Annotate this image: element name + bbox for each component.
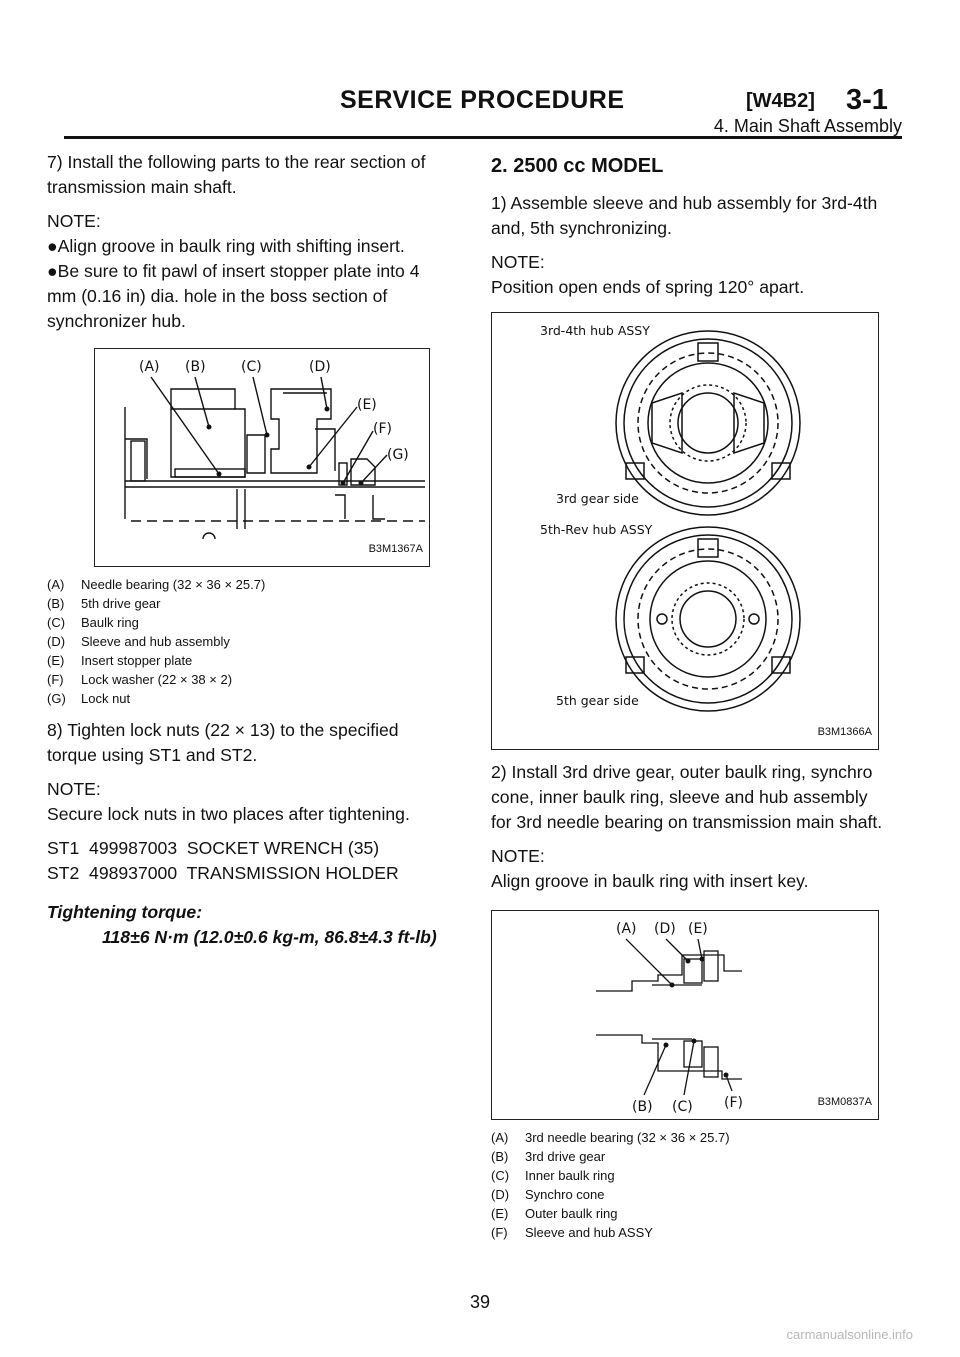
header-rule — [64, 136, 902, 139]
fig-label: (G) — [387, 447, 409, 463]
fig-caption: 5th gear side — [556, 693, 639, 708]
figure-b3m1366a — [491, 312, 879, 750]
figure-code: B3M1366A — [817, 726, 872, 738]
legend-row: (E) Outer baulk ring — [491, 1206, 618, 1221]
gear-assembly-diagram — [95, 349, 429, 566]
fig-label: (F) — [724, 1095, 743, 1111]
fig-label: (B) — [185, 359, 206, 375]
page-number: 39 — [469, 1292, 491, 1312]
note-label: NOTE: — [491, 252, 545, 272]
torque-label: Tightening torque: — [47, 902, 203, 922]
section-heading: 2. 2500 cc MODEL — [491, 155, 664, 177]
figure-code: B3M0837A — [817, 1096, 872, 1108]
special-tool-1: ST1 499987003 SOCKET WRENCH (35) — [47, 838, 380, 858]
bullet-icon: ● — [47, 261, 58, 281]
figure-code: B3M1367A — [368, 543, 423, 555]
step-2: 2) Install 3rd drive gear, outer baulk ring, synchro cone, inner baulk ring, sleeve and hub assembly for 3rd needle bearing on transmission main shaft. — [491, 762, 883, 832]
fig-label: (B) — [632, 1099, 653, 1115]
header-subtitle: 4. Main Shaft Assembly — [713, 116, 902, 136]
legend-row: (D) Sleeve and hub assembly — [47, 634, 230, 649]
note-label: NOTE: — [491, 846, 545, 866]
note-text: Secure lock nuts in two places after tightening. — [47, 804, 410, 824]
legend-row: (A) 3rd needle bearing (32 × 36 × 25.7) — [491, 1130, 730, 1145]
fig-label: (A) — [139, 359, 160, 375]
fig-label: (D) — [309, 359, 331, 375]
fig-label: (E) — [357, 397, 377, 413]
note-item: ●Be sure to fit pawl of insert stopper plate into 4 mm (0.16 in) dia. hole in the boss section of synchronizer hub. — [47, 261, 420, 331]
note-label: NOTE: — [47, 779, 101, 799]
watermark: carmanualsonline.info — [786, 1327, 913, 1342]
figure-legend — [491, 1128, 889, 1242]
special-tool-2: ST2 498937000 TRANSMISSION HOLDER — [47, 863, 399, 883]
figure-b3m1367a — [94, 348, 430, 567]
step-1: 1) Assemble sleeve and hub assembly for 3rd-4th and, 5th synchronizing. — [491, 193, 878, 238]
legend-row: (E) Insert stopper plate — [47, 653, 193, 668]
header-code: [W4B2] — [746, 90, 815, 112]
note-text: Align groove in baulk ring with insert key. — [491, 871, 809, 891]
main-shaft-diagram — [492, 911, 878, 1119]
legend-row: (D) Synchro cone — [491, 1187, 605, 1202]
fig-label: (F) — [373, 421, 392, 437]
hub-assembly-diagram — [492, 313, 878, 749]
fig-label: (E) — [688, 921, 708, 937]
left-column — [47, 150, 445, 959]
legend-row: (A) Needle bearing (32 × 36 × 25.7) — [47, 577, 266, 592]
step-7: 7) Install the following parts to the rear section of transmission main shaft. — [47, 152, 426, 197]
legend-row: (F) Sleeve and hub ASSY — [491, 1225, 653, 1240]
step-8: 8) Tighten lock nuts (22 × 13) to the specified torque using ST1 and ST2. — [47, 720, 399, 765]
note-text: Position open ends of spring 120° apart. — [491, 277, 805, 297]
fig-label: (D) — [654, 921, 676, 937]
legend-row: (B) 5th drive gear — [47, 596, 161, 611]
legend-row: (C) Inner baulk ring — [491, 1168, 615, 1183]
figure-legend — [47, 575, 445, 708]
legend-row: (F) Lock washer (22 × 38 × 2) — [47, 672, 233, 687]
note-label: NOTE: — [47, 211, 101, 231]
note-item: ●Align groove in baulk ring with shifting insert. — [47, 236, 405, 256]
fig-label: (A) — [616, 921, 637, 937]
legend-row: (C) Baulk ring — [47, 615, 139, 630]
right-column — [491, 150, 889, 1252]
bullet-icon: ● — [47, 236, 58, 256]
figure-b3m0837a — [491, 910, 879, 1120]
legend-row: (B) 3rd drive gear — [491, 1149, 606, 1164]
fig-label: (C) — [672, 1099, 693, 1115]
fig-title: 5th-Rev hub ASSY — [540, 522, 653, 537]
legend-row: (G) Lock nut — [47, 691, 131, 706]
header-title: SERVICE PROCEDURE — [340, 86, 625, 114]
torque-value: 118±6 N·m (12.0±0.6 kg-m, 86.8±4.3 ft-lb) — [102, 927, 437, 947]
fig-label: (C) — [241, 359, 262, 375]
fig-title: 3rd-4th hub ASSY — [540, 323, 650, 338]
header-section: 3-1 — [846, 84, 888, 116]
fig-caption: 3rd gear side — [556, 491, 639, 506]
